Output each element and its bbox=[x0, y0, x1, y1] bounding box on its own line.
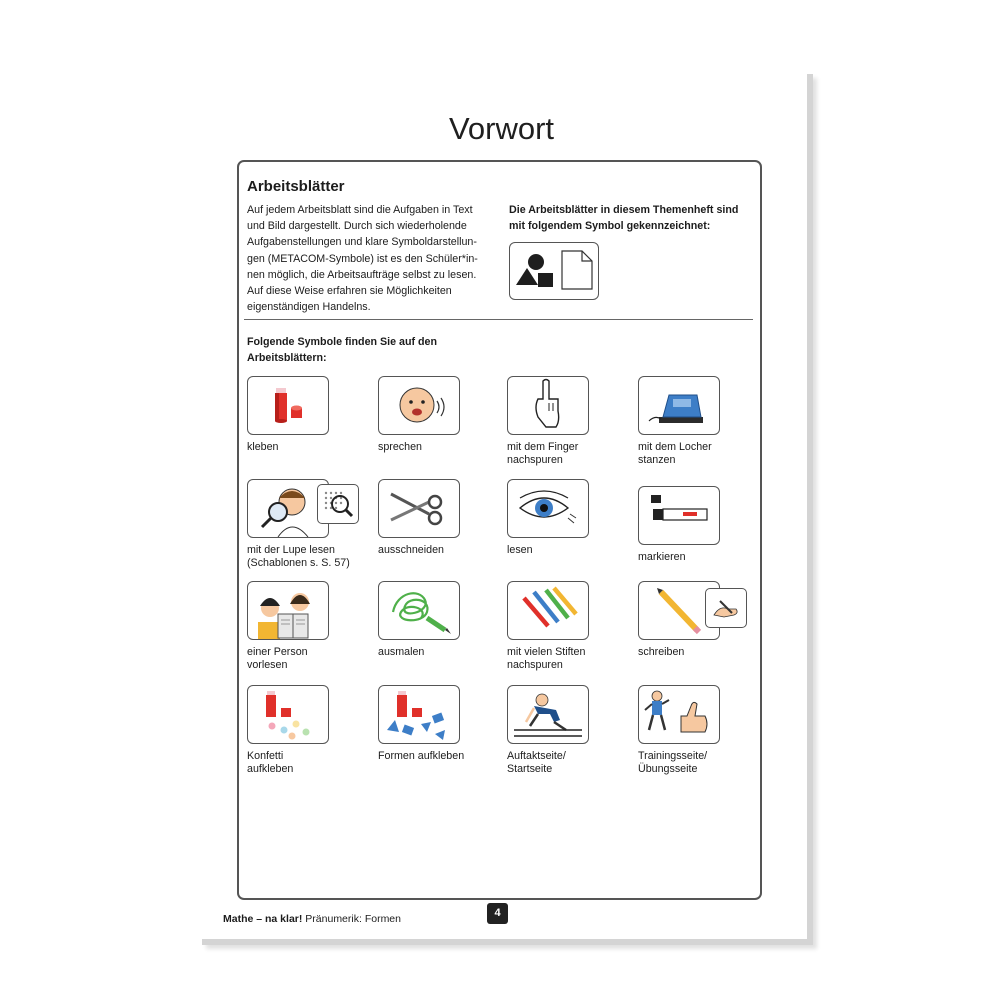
symbol-label-line: Übungsseite bbox=[638, 762, 698, 775]
scissors-icon bbox=[378, 479, 460, 538]
shapes-glue-icon bbox=[378, 685, 460, 744]
symbol-label bbox=[378, 441, 508, 454]
symbol-label-line: markieren bbox=[638, 551, 686, 563]
speaking-face-icon bbox=[378, 376, 460, 435]
symbol-label-line: (Schablonen s. S. 57) bbox=[247, 556, 350, 569]
glue-stick-icon bbox=[247, 376, 329, 435]
symbol-label-line: Startseite bbox=[507, 762, 553, 775]
symbol-label-line: Formen aufkleben bbox=[378, 750, 465, 762]
symbol-label bbox=[378, 750, 508, 763]
marker-icon bbox=[638, 486, 720, 545]
note-line: mit folgendem Symbol gekennzeichnet: bbox=[509, 220, 711, 233]
symbol-label-line: kleben bbox=[247, 441, 279, 453]
symbol-label-line: mit dem Locher bbox=[638, 441, 712, 453]
footer-subtitle: Pränumerik: Formen bbox=[305, 913, 401, 925]
intro-line: und Bild dargestellt. Durch sich wiederholende bbox=[247, 220, 467, 233]
symbol-label bbox=[247, 441, 377, 454]
training-thumbs-up-icon bbox=[638, 685, 720, 744]
symbol-label bbox=[638, 441, 768, 467]
symbol-label bbox=[247, 544, 377, 570]
worksheet-page bbox=[196, 68, 807, 939]
intro-line: Auf diese Weise erfahren sie Möglichkeiten bbox=[247, 285, 452, 298]
symbol-label-line: aufkleben bbox=[247, 762, 294, 775]
worksheet-note bbox=[509, 202, 759, 234]
eye-icon bbox=[507, 479, 589, 538]
symbol-label bbox=[638, 646, 768, 659]
symbol-label bbox=[378, 646, 508, 659]
footer-series-title: Mathe – na klar! bbox=[223, 913, 303, 925]
symbol-label bbox=[507, 441, 637, 467]
symbol-label bbox=[247, 646, 377, 672]
symbol-label-line: Konfetti bbox=[247, 750, 284, 762]
symbol-label bbox=[378, 544, 508, 557]
symbol-label bbox=[638, 551, 768, 564]
section-heading: Arbeitsblätter bbox=[247, 178, 345, 195]
page-title: Vorwort bbox=[448, 111, 555, 146]
read-aloud-icon bbox=[247, 581, 329, 640]
symbols-heading-line: Arbeitsblättern: bbox=[247, 351, 327, 364]
symbol-label-line: Trainingsseite/ bbox=[638, 750, 708, 762]
symbols-heading bbox=[247, 335, 487, 366]
coloring-icon bbox=[378, 581, 460, 640]
symbol-label bbox=[507, 750, 637, 776]
hole-punch-icon bbox=[638, 376, 720, 435]
confetti-glue-icon bbox=[247, 685, 329, 744]
symbol-label bbox=[507, 544, 637, 557]
symbol-label-line: nachspuren bbox=[507, 658, 563, 671]
symbols-heading-line: Folgende Symbole finden Sie auf den bbox=[247, 336, 438, 348]
symbol-label-line: lesen bbox=[507, 544, 533, 556]
symbol-label bbox=[247, 750, 377, 776]
symbol-label-line: mit vielen Stiften bbox=[507, 646, 586, 658]
symbol-label-line: einer Person bbox=[247, 646, 308, 658]
intro-line: eigenständigen Handelns. bbox=[247, 301, 371, 314]
intro-paragraph bbox=[247, 202, 491, 315]
shapes-and-sheet-icon bbox=[509, 242, 599, 300]
sprint-start-icon bbox=[507, 685, 589, 744]
symbol-label-line: mit der Lupe lesen bbox=[247, 544, 335, 556]
symbol-label-line: vorlesen bbox=[247, 658, 288, 671]
note-line: Die Arbeitsblätter in diesem Themenheft sind bbox=[509, 204, 739, 216]
intro-line: gen (METACOM-Symbole) ist es den Schüler*in- bbox=[247, 252, 478, 265]
symbol-label bbox=[638, 750, 768, 776]
symbol-label-line: ausmalen bbox=[378, 646, 425, 658]
colored-pencils-icon bbox=[507, 581, 589, 640]
content-frame bbox=[237, 160, 762, 900]
section-divider bbox=[244, 319, 753, 320]
symbol-label-line: Auftaktseite/ bbox=[507, 750, 566, 762]
finger-trace-icon bbox=[507, 376, 589, 435]
hand-writing-icon bbox=[705, 588, 747, 628]
dotted-magnifier-icon bbox=[317, 484, 359, 524]
symbol-label-line: sprechen bbox=[378, 441, 422, 453]
intro-line: Auf jedem Arbeitsblatt sind die Aufgaben in Text bbox=[247, 204, 473, 216]
symbol-label bbox=[507, 646, 637, 672]
symbol-label-line: mit dem Finger bbox=[507, 441, 579, 453]
symbol-label-line: schreiben bbox=[638, 646, 685, 658]
intro-line: nen möglich, die Arbeitsaufträge selbst zu lesen. bbox=[247, 268, 477, 281]
footer-series bbox=[223, 913, 401, 925]
symbol-label-line: nachspuren bbox=[507, 453, 563, 466]
symbol-label-line: stanzen bbox=[638, 453, 676, 466]
symbol-label-line: ausschneiden bbox=[378, 544, 444, 556]
page-number: 4 bbox=[487, 903, 508, 924]
intro-line: Aufgabenstellungen und klare Symboldarstellun- bbox=[247, 236, 477, 249]
